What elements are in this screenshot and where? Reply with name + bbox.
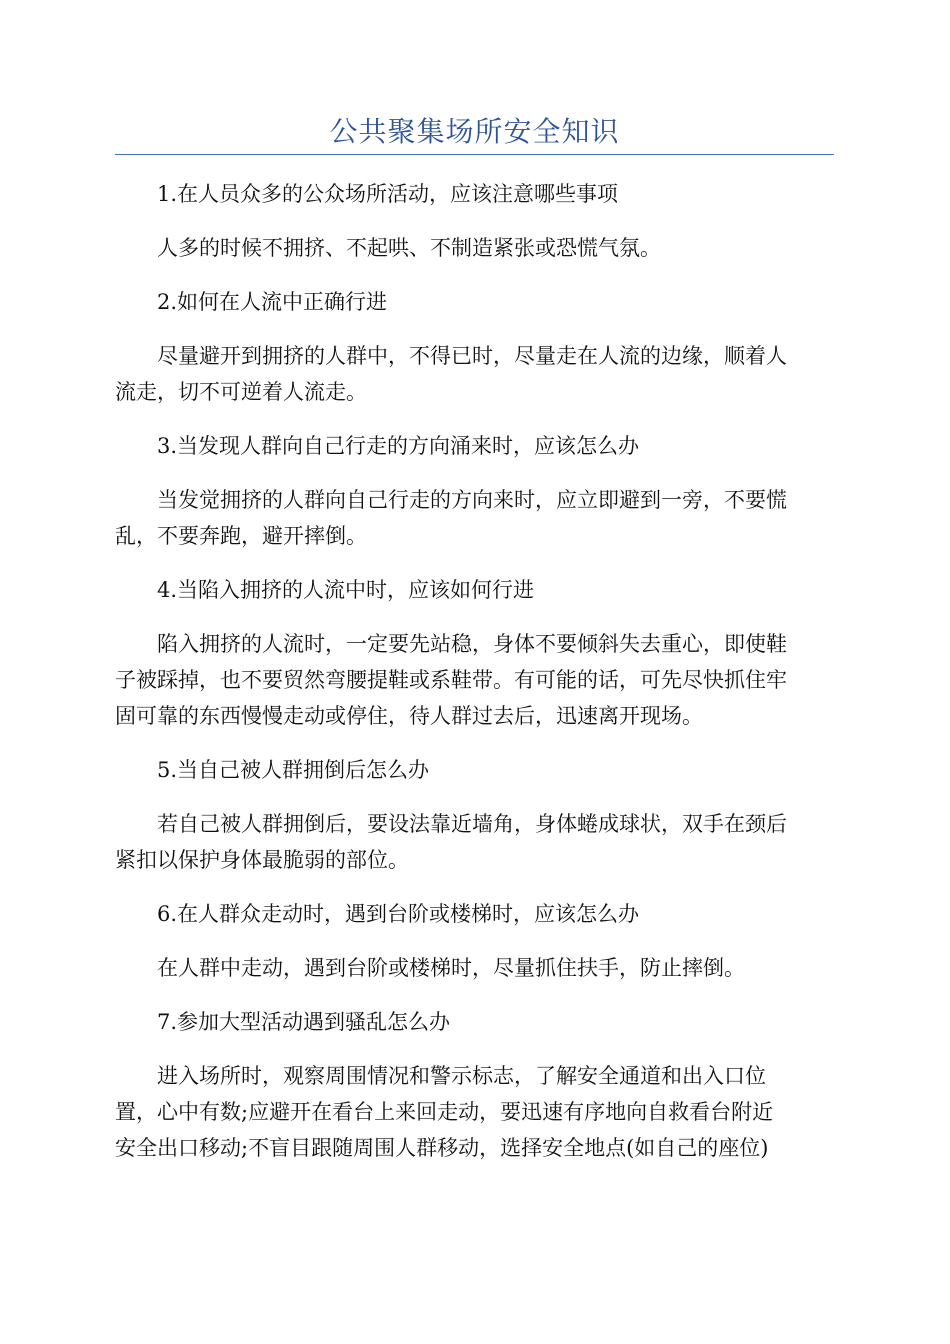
answer-paragraph xyxy=(115,230,834,266)
question-heading xyxy=(115,896,834,932)
text-line: 进入场所时，观察周围情况和警示标志，了解安全通道和出入口位 xyxy=(157,1064,766,1088)
answer-paragraph xyxy=(115,338,834,410)
answer-paragraph xyxy=(115,482,834,554)
text-line: 当发觉拥挤的人群向自己行走的方向来时，应立即避到一旁，不要慌 xyxy=(157,488,787,512)
text-line: 固可靠的东西慢慢走动或停住，待人群过去后，迅速离开现场。 xyxy=(115,704,703,728)
text-line: 2.如何在人流中正确行进 xyxy=(157,290,388,314)
text-line: 尽量避开到拥挤的人群中，不得已时，尽量走在人流的边缘，顺着人 xyxy=(157,344,787,368)
text-line: 7.参加大型活动遇到骚乱怎么办 xyxy=(157,1010,451,1034)
text-line: 在人群中走动，遇到台阶或楼梯时，尽量抓住扶手，防止摔倒。 xyxy=(157,956,745,980)
text-line: 4.当陷入拥挤的人流中时，应该如何行进 xyxy=(157,578,535,602)
answer-paragraph xyxy=(115,806,834,878)
text-line: 5.当自己被人群拥倒后怎么办 xyxy=(157,758,430,782)
document-title: 公共聚集场所安全知识 xyxy=(329,115,620,148)
question-heading xyxy=(115,752,834,788)
question-heading xyxy=(115,428,834,464)
text-line: 人多的时候不拥挤、不起哄、不制造紧张或恐慌气氛。 xyxy=(157,236,661,260)
answer-paragraph xyxy=(115,1058,834,1166)
answer-paragraph xyxy=(115,950,834,986)
text-line: 子被踩掉，也不要贸然弯腰提鞋或系鞋带。有可能的话，可先尽快抓住牢 xyxy=(115,668,787,692)
question-heading xyxy=(115,284,834,320)
text-line: 陷入拥挤的人流时，一定要先站稳，身体不要倾斜失去重心，即使鞋 xyxy=(157,632,787,656)
text-line: 若自己被人群拥倒后，要设法靠近墙角，身体蜷成球状，双手在颈后 xyxy=(157,812,787,836)
question-heading xyxy=(115,176,834,212)
text-line: 6.在人群众走动时，遇到台阶或楼梯时，应该怎么办 xyxy=(157,902,640,926)
text-line: 3.当发现人群向自己行走的方向涌来时，应该怎么办 xyxy=(157,434,640,458)
text-line: 安全出口移动;不盲目跟随周围人群移动，选择安全地点(如自己的座位) xyxy=(115,1136,769,1160)
text-line: 乱，不要奔跑，避开摔倒。 xyxy=(115,524,367,548)
title-underline xyxy=(115,154,834,155)
text-line: 流走，切不可逆着人流走。 xyxy=(115,380,367,404)
question-heading xyxy=(115,1004,834,1040)
text-line: 置，心中有数;应避开在看台上来回走动，要迅速有序地向自救看台附近 xyxy=(115,1100,774,1124)
document-body xyxy=(115,176,834,1184)
question-heading xyxy=(115,572,834,608)
text-line: 1.在人员众多的公众场所活动，应该注意哪些事项 xyxy=(157,182,619,206)
answer-paragraph xyxy=(115,626,834,734)
text-line: 紧扣以保护身体最脆弱的部位。 xyxy=(115,848,409,872)
